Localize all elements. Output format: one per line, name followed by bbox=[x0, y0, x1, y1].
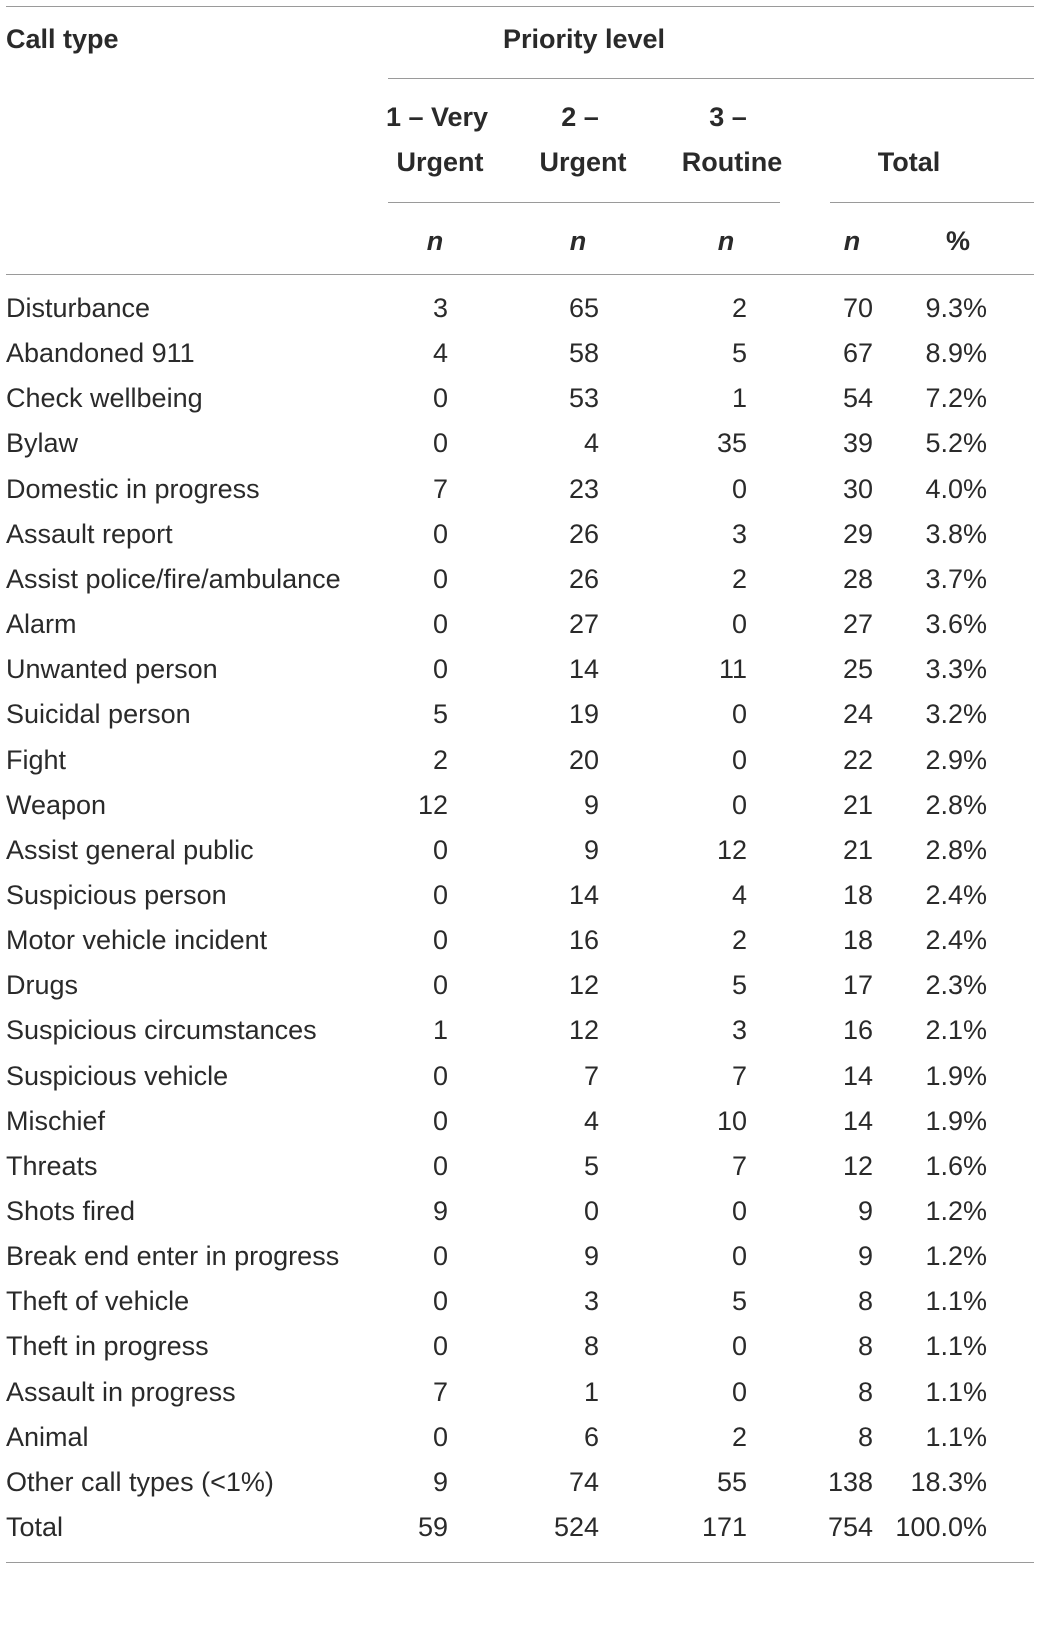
cell-total-percent: 2.8% bbox=[925, 835, 987, 865]
cell-priority-2-n: 9 bbox=[583, 835, 599, 865]
header-percent: % bbox=[945, 226, 971, 256]
cell-total-n: 138 bbox=[827, 1467, 873, 1497]
cell-priority-3-n: 0 bbox=[731, 699, 747, 729]
cell-priority-3-n: 0 bbox=[731, 1331, 747, 1361]
cell-call-type: Domestic in progress bbox=[6, 474, 260, 504]
cell-call-type: Assault in progress bbox=[6, 1377, 236, 1407]
cell-priority-2-n: 19 bbox=[568, 699, 599, 729]
cell-priority-1-n: 0 bbox=[432, 925, 448, 955]
cell-priority-3-n: 0 bbox=[731, 609, 747, 639]
cell-total-n: 39 bbox=[842, 428, 873, 458]
cell-priority-3-n: 7 bbox=[731, 1061, 747, 1091]
cell-priority-2-n: 27 bbox=[568, 609, 599, 639]
cell-priority-2-n: 12 bbox=[568, 1015, 599, 1045]
cell-priority-1-n: 0 bbox=[432, 1061, 448, 1091]
cell-total-percent: 100.0% bbox=[895, 1512, 987, 1542]
cell-priority-1-n: 2 bbox=[432, 745, 448, 775]
cell-priority-3-n: 2 bbox=[731, 925, 747, 955]
cell-priority-3-n: 0 bbox=[731, 1196, 747, 1226]
cell-priority-1-n: 0 bbox=[432, 1422, 448, 1452]
cell-priority-1-n: 0 bbox=[432, 1241, 448, 1271]
cell-total-n: 21 bbox=[842, 790, 873, 820]
cell-priority-3-n: 11 bbox=[718, 654, 747, 684]
cell-total-percent: 1.1% bbox=[925, 1377, 987, 1407]
cell-call-type: Suicidal person bbox=[6, 699, 191, 729]
cell-total-percent: 1.6% bbox=[925, 1151, 987, 1181]
cell-priority-1-n: 0 bbox=[432, 654, 448, 684]
cell-priority-2-n: 16 bbox=[568, 925, 599, 955]
cell-priority-3-n: 4 bbox=[731, 880, 747, 910]
cell-call-type: Disturbance bbox=[6, 293, 151, 323]
cell-call-type: Alarm bbox=[6, 609, 77, 639]
header-call-type: Call type bbox=[6, 24, 119, 54]
cell-priority-1-n: 5 bbox=[432, 699, 448, 729]
cell-total-n: 54 bbox=[842, 383, 873, 413]
cell-total-percent: 3.3% bbox=[925, 654, 987, 684]
cell-total-n: 70 bbox=[842, 293, 873, 323]
cell-priority-1-n: 0 bbox=[432, 1331, 448, 1361]
cell-total-percent: 3.2% bbox=[925, 699, 987, 729]
cell-priority-2-n: 3 bbox=[583, 1286, 599, 1316]
cell-total-n: 25 bbox=[842, 654, 873, 684]
cell-priority-2-n: 14 bbox=[568, 654, 599, 684]
cell-total-percent: 1.9% bbox=[925, 1061, 987, 1091]
cell-total-n: 754 bbox=[827, 1512, 873, 1542]
cell-total-percent: 3.7% bbox=[925, 564, 987, 594]
cell-priority-2-n: 7 bbox=[583, 1061, 599, 1091]
cell-priority-1-n: 59 bbox=[417, 1512, 448, 1542]
cell-call-type: Weapon bbox=[6, 790, 107, 820]
cell-priority-3-n: 0 bbox=[731, 745, 747, 775]
cell-priority-2-n: 26 bbox=[568, 519, 599, 549]
cell-priority-1-n: 0 bbox=[432, 1286, 448, 1316]
cell-call-type: Assault report bbox=[6, 519, 173, 549]
cell-total-percent: 3.6% bbox=[925, 609, 987, 639]
header-priority-level: Priority level bbox=[502, 24, 666, 54]
cell-priority-3-n: 0 bbox=[731, 1377, 747, 1407]
cell-priority-2-n: 524 bbox=[553, 1512, 599, 1542]
cell-priority-1-n: 4 bbox=[432, 338, 448, 368]
cell-priority-2-n: 0 bbox=[583, 1196, 599, 1226]
cell-priority-3-n: 2 bbox=[731, 293, 747, 323]
cell-total-n: 12 bbox=[842, 1151, 873, 1181]
cell-priority-2-n: 65 bbox=[568, 293, 599, 323]
cell-call-type: Motor vehicle incident bbox=[6, 925, 268, 955]
cell-call-type: Abandoned 911 bbox=[6, 338, 195, 368]
cell-total-percent: 5.2% bbox=[925, 428, 987, 458]
cell-priority-3-n: 2 bbox=[731, 1422, 747, 1452]
cell-priority-2-n: 12 bbox=[568, 970, 599, 1000]
cell-priority-3-n: 10 bbox=[716, 1106, 747, 1136]
cell-total-n: 28 bbox=[842, 564, 873, 594]
cell-call-type: Theft in progress bbox=[6, 1331, 209, 1361]
cell-priority-2-n: 23 bbox=[568, 474, 599, 504]
cell-total-percent: 1.1% bbox=[925, 1286, 987, 1316]
cell-total-n: 16 bbox=[842, 1015, 873, 1045]
cell-priority-1-n: 0 bbox=[432, 1151, 448, 1181]
cell-call-type: Bylaw bbox=[6, 428, 79, 458]
header-priority-3-line2: Routine bbox=[681, 147, 783, 177]
cell-priority-1-n: 1 bbox=[432, 1015, 448, 1045]
cell-priority-2-n: 58 bbox=[568, 338, 599, 368]
cell-call-type: Shots fired bbox=[6, 1196, 136, 1226]
header-total: Total bbox=[877, 147, 941, 177]
cell-call-type: Break end enter in progress bbox=[6, 1241, 340, 1271]
cell-total-n: 18 bbox=[842, 925, 873, 955]
cell-priority-3-n: 171 bbox=[701, 1512, 747, 1542]
cell-call-type: Drugs bbox=[6, 970, 79, 1000]
cell-call-type: Theft of vehicle bbox=[6, 1286, 190, 1316]
cell-total-percent: 1.2% bbox=[925, 1241, 987, 1271]
cell-priority-1-n: 0 bbox=[432, 564, 448, 594]
cell-priority-2-n: 5 bbox=[583, 1151, 599, 1181]
cell-priority-3-n: 5 bbox=[731, 338, 747, 368]
cell-total-n: 8 bbox=[857, 1331, 873, 1361]
cell-priority-1-n: 12 bbox=[417, 790, 448, 820]
cell-priority-2-n: 8 bbox=[583, 1331, 599, 1361]
cell-total-n: 21 bbox=[842, 835, 873, 865]
cell-total-percent: 8.9% bbox=[925, 338, 987, 368]
cell-total-n: 30 bbox=[842, 474, 873, 504]
cell-priority-1-n: 0 bbox=[432, 519, 448, 549]
cell-priority-2-n: 20 bbox=[568, 745, 599, 775]
cell-priority-2-n: 1 bbox=[583, 1377, 599, 1407]
cell-total-percent: 2.9% bbox=[925, 745, 987, 775]
cell-priority-3-n: 5 bbox=[731, 1286, 747, 1316]
header-n-priority-3: n bbox=[717, 226, 735, 256]
cell-call-type: Mischief bbox=[6, 1106, 106, 1136]
cell-priority-2-n: 9 bbox=[583, 1241, 599, 1271]
cell-call-type: Threats bbox=[6, 1151, 98, 1181]
cell-total-percent: 7.2% bbox=[925, 383, 987, 413]
cell-total-percent: 3.8% bbox=[925, 519, 987, 549]
cell-total-n: 9 bbox=[857, 1241, 873, 1271]
cell-priority-3-n: 5 bbox=[731, 970, 747, 1000]
cell-priority-1-n: 0 bbox=[432, 609, 448, 639]
cell-total-n: 8 bbox=[857, 1422, 873, 1452]
cell-total-n: 14 bbox=[842, 1061, 873, 1091]
cell-priority-1-n: 7 bbox=[432, 474, 448, 504]
cell-total-n: 18 bbox=[842, 880, 873, 910]
cell-priority-3-n: 0 bbox=[731, 474, 747, 504]
cell-priority-1-n: 0 bbox=[432, 880, 448, 910]
cell-total-percent: 2.8% bbox=[925, 790, 987, 820]
cell-priority-2-n: 14 bbox=[568, 880, 599, 910]
cell-call-type: Unwanted person bbox=[6, 654, 218, 684]
cell-priority-1-n: 0 bbox=[432, 383, 448, 413]
cell-priority-3-n: 0 bbox=[731, 1241, 747, 1271]
cell-priority-3-n: 7 bbox=[731, 1151, 747, 1181]
cell-priority-3-n: 2 bbox=[731, 564, 747, 594]
cell-total-percent: 2.4% bbox=[925, 925, 987, 955]
cell-priority-2-n: 26 bbox=[568, 564, 599, 594]
header-n-priority-2: n bbox=[569, 226, 587, 256]
cell-total-n: 17 bbox=[842, 970, 873, 1000]
cell-total-n: 24 bbox=[842, 699, 873, 729]
cell-total-percent: 4.0% bbox=[925, 474, 987, 504]
cell-priority-1-n: 9 bbox=[432, 1196, 448, 1226]
cell-total-n: 14 bbox=[842, 1106, 873, 1136]
cell-total-percent: 18.3% bbox=[910, 1467, 987, 1497]
cell-priority-1-n: 0 bbox=[432, 970, 448, 1000]
cell-priority-2-n: 74 bbox=[568, 1467, 599, 1497]
header-priority-1-line2: Urgent bbox=[396, 147, 484, 177]
header-n-total: n bbox=[843, 226, 861, 256]
header-priority-2-line1: 2 – bbox=[561, 102, 599, 132]
cell-total-n: 29 bbox=[842, 519, 873, 549]
cell-total-percent: 1.9% bbox=[925, 1106, 987, 1136]
cell-total-percent: 2.4% bbox=[925, 880, 987, 910]
cell-priority-2-n: 4 bbox=[583, 1106, 599, 1136]
cell-total-percent: 1.1% bbox=[925, 1422, 987, 1452]
cell-call-type: Fight bbox=[6, 745, 67, 775]
cell-call-type: Assist general public bbox=[6, 835, 254, 865]
cell-total-n: 9 bbox=[857, 1196, 873, 1226]
cell-priority-3-n: 3 bbox=[731, 1015, 747, 1045]
cell-priority-1-n: 9 bbox=[432, 1467, 448, 1497]
header-priority-2-line2: Urgent bbox=[539, 147, 627, 177]
cell-total-percent: 2.3% bbox=[925, 970, 987, 1000]
cell-total-n: 8 bbox=[857, 1286, 873, 1316]
cell-total-percent: 1.2% bbox=[925, 1196, 987, 1226]
cell-total-n: 27 bbox=[842, 609, 873, 639]
cell-call-type: Suspicious circumstances bbox=[6, 1015, 317, 1045]
cell-priority-1-n: 3 bbox=[432, 293, 448, 323]
cell-call-type: Animal bbox=[6, 1422, 89, 1452]
cell-priority-3-n: 1 bbox=[731, 383, 747, 413]
cell-total-n: 8 bbox=[857, 1377, 873, 1407]
cell-priority-1-n: 0 bbox=[432, 428, 448, 458]
cell-total-percent: 1.1% bbox=[925, 1331, 987, 1361]
cell-priority-2-n: 53 bbox=[568, 383, 599, 413]
cell-call-type: Check wellbeing bbox=[6, 383, 203, 413]
cell-total-percent: 2.1% bbox=[925, 1015, 987, 1045]
header-priority-3-line1: 3 – bbox=[709, 102, 747, 132]
cell-priority-1-n: 0 bbox=[432, 835, 448, 865]
cell-priority-2-n: 4 bbox=[583, 428, 599, 458]
cell-call-type: Total bbox=[6, 1512, 64, 1542]
cell-call-type: Suspicious person bbox=[6, 880, 227, 910]
cell-priority-2-n: 9 bbox=[583, 790, 599, 820]
cell-priority-1-n: 7 bbox=[432, 1377, 448, 1407]
cell-priority-3-n: 55 bbox=[716, 1467, 747, 1497]
cell-priority-2-n: 6 bbox=[583, 1422, 599, 1452]
header-priority-1-line1: 1 – Very bbox=[385, 102, 489, 132]
cell-call-type: Suspicious vehicle bbox=[6, 1061, 229, 1091]
cell-total-percent: 9.3% bbox=[925, 293, 987, 323]
header-n-priority-1: n bbox=[426, 226, 444, 256]
cell-priority-1-n: 0 bbox=[432, 1106, 448, 1136]
cell-priority-3-n: 35 bbox=[716, 428, 747, 458]
cell-priority-3-n: 12 bbox=[716, 835, 747, 865]
cell-total-n: 22 bbox=[842, 745, 873, 775]
cell-total-n: 67 bbox=[842, 338, 873, 368]
cell-call-type: Assist police/fire/ambulance bbox=[6, 564, 341, 594]
cell-call-type: Other call types (<1%) bbox=[6, 1467, 274, 1497]
cell-priority-3-n: 0 bbox=[731, 790, 747, 820]
cell-priority-3-n: 3 bbox=[731, 519, 747, 549]
